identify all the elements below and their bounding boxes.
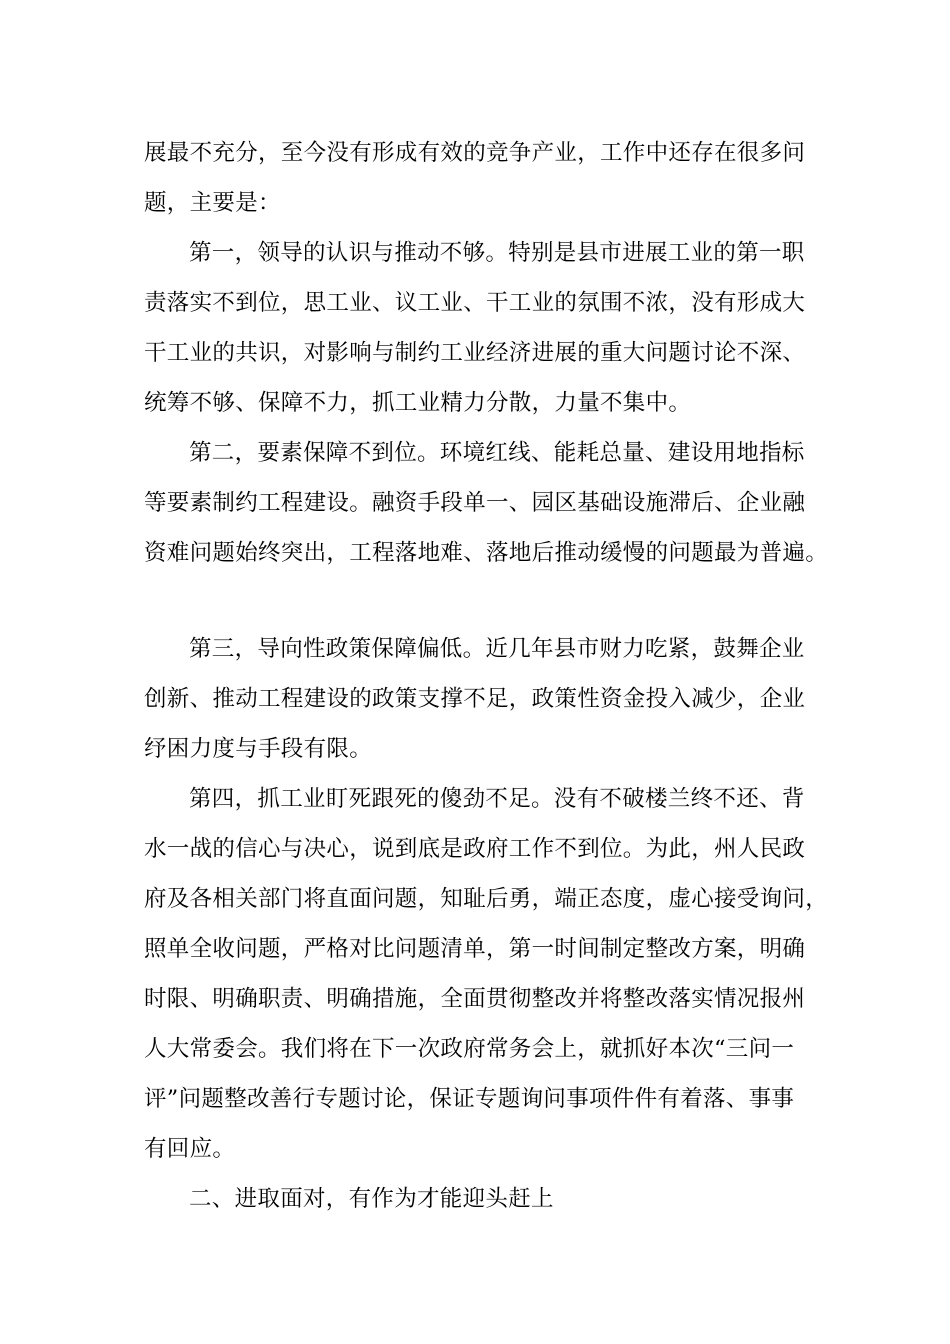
text-line: 题，主要是： bbox=[144, 190, 281, 216]
text-line: 照单全收问题，严格对比问题清单，第一时间制定整改方案，明确 bbox=[144, 936, 806, 962]
text-line: 统筹不够、保障不力，抓工业精力分散，力量不集中。 bbox=[144, 390, 692, 416]
section-heading: 二、进取面对，有作为才能迎头赶上 bbox=[189, 1186, 554, 1212]
text-line: 评”问题整改善行专题讨论，保证专题询问事项件件有着落、事事 bbox=[144, 1086, 795, 1112]
text-line: 时限、明确职责、明确措施，全面贯彻整改并将整改落实情况报州 bbox=[144, 986, 806, 1012]
text-line: 纾困力度与手段有限。 bbox=[144, 736, 373, 762]
paragraph-first-line: 第二，要素保障不到位。环境红线、能耗总量、建设用地指标 bbox=[189, 440, 805, 466]
text-line: 等要素制约工程建设。融资手段单一、园区基础设施滞后、企业融 bbox=[144, 490, 806, 516]
text-line: 府及各相关部门将直面问题，知耻后勇，端正态度，虚心接受询问， bbox=[144, 886, 829, 912]
text-line: 展最不充分，至今没有形成有效的竞争产业，工作中还存在很多问 bbox=[144, 140, 806, 166]
paragraph-first-line: 第四，抓工业盯死跟死的傻劲不足。没有不破楼兰终不还、背 bbox=[189, 786, 805, 812]
text-line: 有回应。 bbox=[144, 1136, 236, 1162]
text-line: 人大常委会。我们将在下一次政府常务会上，就抓好本次“三问一 bbox=[144, 1036, 795, 1062]
text-line: 水一战的信心与决心，说到底是政府工作不到位。为此，州人民政 bbox=[144, 836, 806, 862]
text-line: 资难问题始终突出，工程落地难、落地后推动缓慢的问题最为普遍。 bbox=[144, 540, 829, 566]
text-line: 责落实不到位，思工业、议工业、干工业的氛围不浓，没有形成大 bbox=[144, 290, 806, 316]
paragraph-first-line: 第一，领导的认识与推动不够。特别是县市进展工业的第一职 bbox=[189, 240, 805, 266]
paragraph-first-line: 第三，导向性政策保障偏低。近几年县市财力吃紧，鼓舞企业 bbox=[189, 636, 805, 662]
text-line: 创新、推动工程建设的政策支撑不足，政策性资金投入减少，企业 bbox=[144, 686, 806, 712]
text-line: 干工业的共识，对影响与制约工业经济进展的重大问题讨论不深、 bbox=[144, 340, 806, 366]
